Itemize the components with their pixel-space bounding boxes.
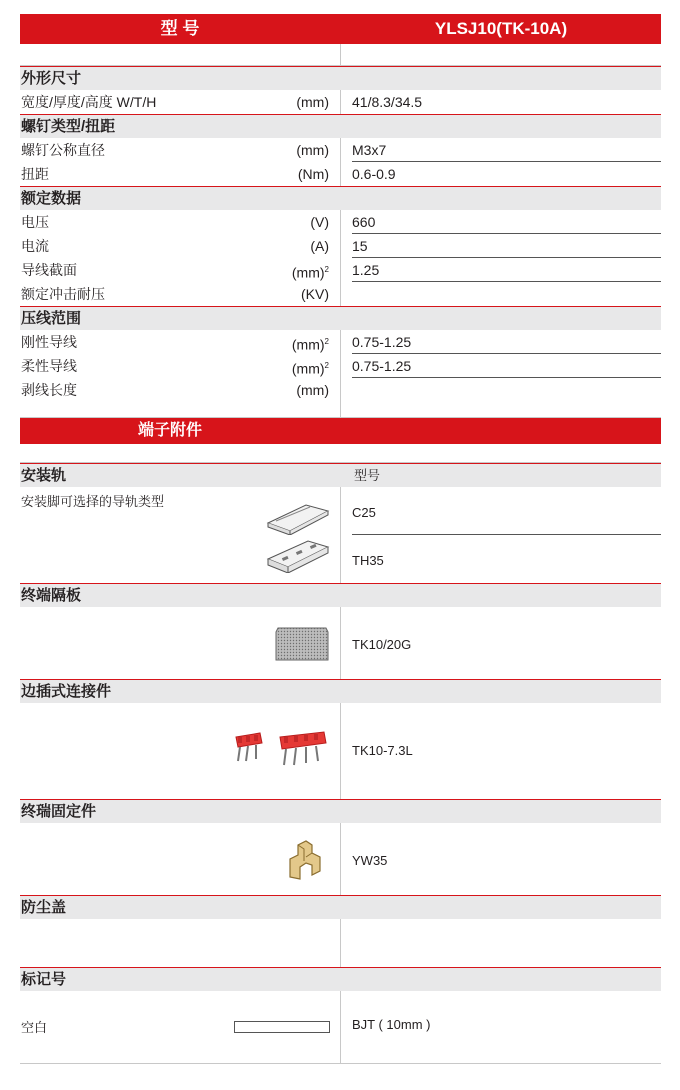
marker-value: BJT ( 10mm )	[352, 1017, 431, 1032]
th35-rail-icon	[266, 539, 330, 573]
c-rail-icon	[266, 501, 330, 535]
spec-row-rigid-wire	[20, 330, 661, 354]
marker-strip-icon	[234, 1021, 330, 1033]
section-rated	[20, 186, 661, 210]
section-title: 标记号	[21, 971, 67, 988]
marker-label: 空白	[21, 1020, 48, 1035]
unit-sup: 2	[324, 361, 329, 370]
spec-label: 额定冲击耐压	[21, 286, 105, 302]
side-connector-block	[20, 703, 661, 799]
spacer	[20, 402, 661, 418]
section-title: 外形尺寸	[21, 70, 82, 87]
spec-row-screw-diameter	[20, 138, 661, 162]
unit-sup: 2	[324, 265, 329, 274]
side-connector-icon	[232, 731, 332, 771]
spec-label: 刚性导线	[21, 334, 77, 350]
spec-value	[352, 162, 661, 186]
spec-row-flexible-wire	[20, 354, 661, 378]
rail-desc: 安装脚可选择的导轨类型	[21, 494, 165, 509]
spec-label: 柔性导线	[21, 358, 77, 374]
spec-row-dimensions	[20, 90, 661, 114]
spec-value	[352, 234, 661, 258]
spec-row-impulse-voltage	[20, 282, 661, 306]
spec-value	[352, 258, 661, 282]
section-side-connector	[20, 679, 661, 703]
spec-unit: (mm)	[296, 94, 329, 110]
end-plate-block	[20, 607, 661, 679]
spec-value-text: 1.25	[352, 262, 380, 278]
end-bracket-block	[20, 823, 661, 895]
spec-value-text: 15	[352, 238, 368, 254]
spec-value	[352, 138, 661, 162]
spec-unit: (Nm)	[297, 166, 329, 182]
spec-label: 导线截面	[21, 262, 77, 278]
spec-label: 扭距	[21, 166, 49, 182]
spacer	[20, 444, 661, 463]
unit-sup: 2	[324, 337, 329, 346]
end-plate-icon	[274, 624, 330, 662]
rail-value-c25: C25	[352, 505, 376, 520]
accessories-bar	[20, 418, 661, 444]
spec-row-voltage	[20, 210, 661, 234]
spec-sheet	[20, 14, 661, 1064]
model-col-label: 型号	[354, 468, 381, 483]
spec-unit: (A)	[310, 238, 329, 254]
spec-value-text: 0.6-0.9	[352, 166, 396, 182]
section-dimensions	[20, 66, 661, 90]
section-title: 终瑞固定件	[21, 803, 97, 820]
spec-value	[352, 330, 661, 354]
spec-value	[352, 90, 661, 114]
spec-value	[352, 378, 661, 402]
rail-block	[20, 487, 661, 583]
end-plate-value: TK10/20G	[352, 637, 412, 652]
section-title: 防尘盖	[21, 899, 67, 916]
spec-unit: (V)	[310, 214, 329, 230]
section-rail	[20, 463, 661, 487]
unit-text: (mm)	[291, 360, 325, 377]
unit-text: (mm)	[291, 336, 325, 353]
spec-value	[352, 282, 661, 306]
unit-text: (mm)	[291, 264, 325, 281]
spec-unit	[292, 354, 329, 381]
side-connector-value: TK10-7.3L	[352, 743, 413, 758]
section-screw	[20, 114, 661, 138]
spec-value-text: 0.75-1.25	[352, 358, 412, 374]
spec-unit: (mm)	[296, 142, 329, 158]
spec-row-strip-length	[20, 378, 661, 402]
spec-row-torque	[20, 162, 661, 186]
spec-unit: (KV)	[301, 286, 329, 302]
spec-value-text: 0.75-1.25	[352, 334, 412, 350]
spec-unit	[292, 330, 329, 357]
spec-label: 宽度/厚度/高度 W/T/H	[21, 94, 157, 110]
spec-value	[352, 210, 661, 234]
model-header-value: YLSJ10(TK-10A)	[434, 19, 568, 38]
divider	[352, 534, 661, 535]
spec-label: 螺钉公称直径	[21, 142, 105, 158]
spec-label: 电压	[21, 214, 49, 230]
spec-value-text: M3x7	[352, 142, 387, 158]
section-marker	[20, 967, 661, 991]
spec-value	[352, 354, 661, 378]
marker-block	[20, 991, 661, 1063]
section-crimp	[20, 306, 661, 330]
section-title: 额定数据	[21, 190, 82, 207]
dust-cover-block	[20, 919, 661, 967]
spec-row-current	[20, 234, 661, 258]
end-bracket-icon	[282, 837, 330, 881]
section-end-plate	[20, 583, 661, 607]
accessories-title: 端子附件	[138, 422, 203, 439]
end-bracket-value: YW35	[352, 853, 388, 868]
spec-label: 剥线长度	[21, 382, 77, 398]
model-header-label: 型 号	[160, 19, 200, 38]
spec-unit: (mm)	[296, 382, 329, 398]
spec-row-wire-section	[20, 258, 661, 282]
rail-value-th35: TH35	[352, 553, 384, 568]
spec-value-text: 41/8.3/34.5	[352, 94, 423, 110]
section-dust-cover	[20, 895, 661, 919]
section-title: 边插式连接件	[21, 683, 112, 700]
section-title: 压线范围	[21, 310, 82, 327]
section-title: 螺钉类型/扭距	[21, 118, 116, 135]
spec-value-text: 660	[352, 214, 376, 230]
blank-row	[20, 44, 661, 66]
spec-label: 电流	[21, 238, 49, 254]
spec-unit	[292, 258, 329, 285]
bottom-divider	[20, 1063, 661, 1064]
model-header	[20, 14, 661, 44]
section-title: 终端隔板	[21, 587, 82, 604]
section-end-bracket	[20, 799, 661, 823]
section-title: 安装轨	[21, 467, 67, 484]
